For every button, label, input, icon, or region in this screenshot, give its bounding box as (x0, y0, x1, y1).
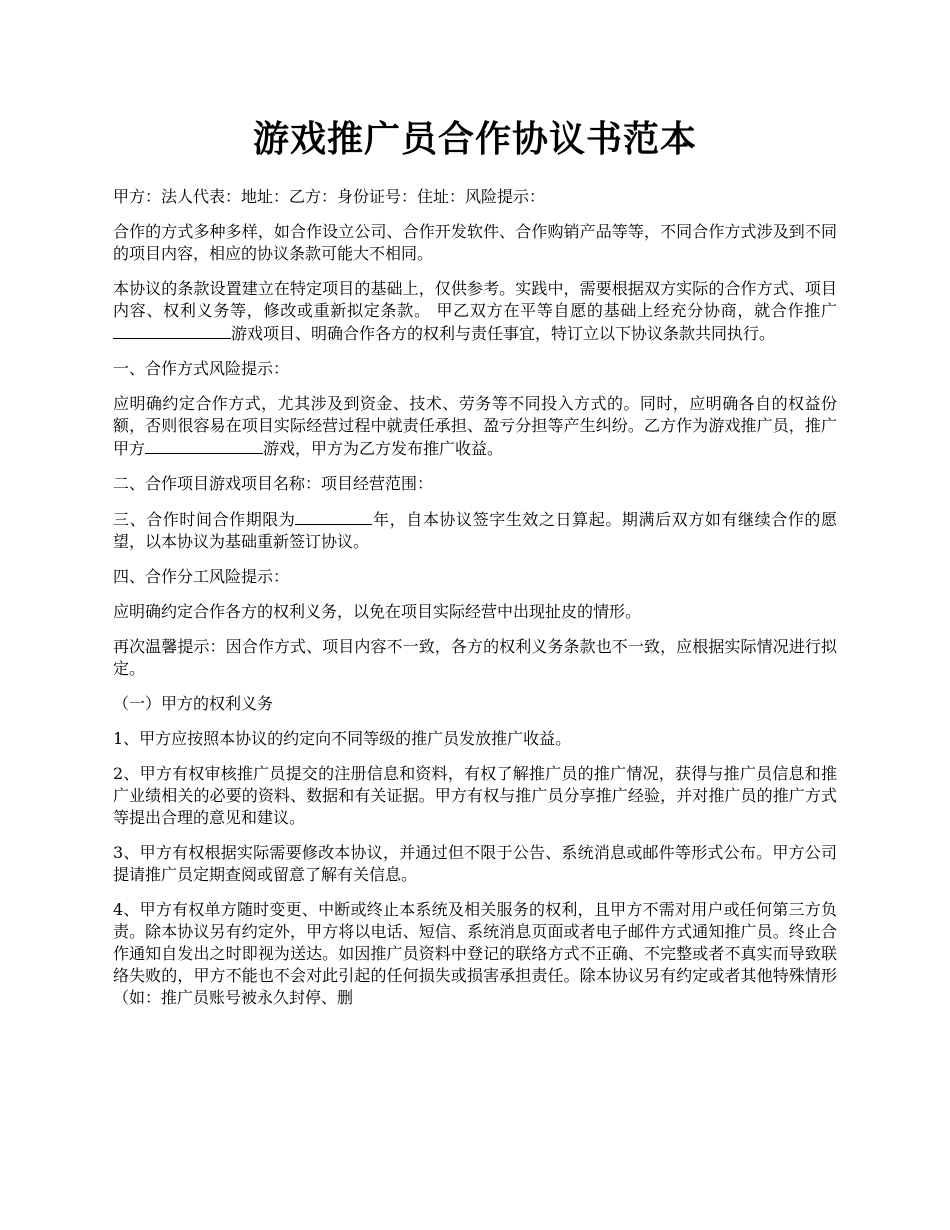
clause-paragraph: 2、甲方有权审核推广员提交的注册信息和资料，有权了解推广员的推广情况，获得与推广员信息和推广业绩相关的必要的资料、数据和有关证据。甲方有权与推广员分享推广经验，并对推广员的推广方式等提出合理的意见和建议。 (113, 764, 837, 827)
clause-paragraph: 1、甲方应按照本协议的约定向不同等级的推广员发放推广收益。 (113, 729, 572, 748)
clause-paragraph: 3、甲方有权根据实际需要修改本协议，并通过但不限于公告、系统消息或邮件等形式公布。甲方公司提请推广员定期查阅或留意了解有关信息。 (113, 843, 837, 884)
body-paragraph: 应明确约定合作各方的权利义务，以免在项目实际经营中出现扯皮的情形。 (113, 602, 642, 621)
body-paragraph: 应明确约定合作方式，尤其涉及到资金、技术、劳务等不同投入方式的。同时，应明确各自的权益份额，否则很容易在项目实际经营过程中就责任承担、盈亏分担等产生纠纷。乙方作为游戏推广员，推广甲方 游戏，甲方为乙方发布推广收益。 (113, 394, 837, 458)
document-body (113, 186, 837, 1009)
body-paragraph: 合作的方式多种多样，如合作设立公司、合作开发软件、合作购销产品等等，不同合作方式涉及到不同的项目内容，相应的协议条款可能大不相同。 (113, 222, 837, 263)
document-title: 游戏推广员合作协议书范本 (252, 118, 697, 160)
body-paragraph: 再次温馨提示：因合作方式、项目内容不一致，各方的权利义务条款也不一致，应根据实际情况进行拟定。 (113, 637, 837, 678)
section-heading: 四、合作分工风险提示： (113, 567, 290, 586)
subsection-heading: （一）甲方的权利义务 (113, 694, 274, 713)
clause-paragraph: 4、甲方有权单方随时变更、中断或终止本系统及相关服务的权利，且甲方不需对用户或任何第三方负责。除本协议另有约定外，甲方将以电话、短信、系统消息页面或者电子邮件方式通知推广员。终止合作通知自发出之时即视为送达。如因推广员资料中登记的联络方式不正确、不完整或者不真实而导致联络失败的，甲方不能也不会对此引起的任何损失或损害承担责任。除本协议另有约定或者其他特殊情形（如：推广员账号被永久封停、删 (113, 900, 837, 1007)
body-paragraph: 本协议的条款设置建立在特定项目的基础上，仅供参考。实践中，需要根据双方实际的合作方式、项目内容、权利义务等，修改或重新拟定条款。 甲乙双方在平等自愿的基础上经充分协商，就合作推广游戏项目、明确合作各方的权利与责任事宜，特订立以下协议条款共同执行。 (113, 279, 837, 343)
project-name-blank (113, 322, 231, 339)
section-heading: 二、合作项目游戏项目名称：项目经营范围： (113, 474, 434, 493)
section-paragraph: 三、合作时间合作期限为 年，自本协议签字生效之日算起。期满后双方如有继续合作的愿望，以本协议为基础重新签订协议。 (113, 510, 837, 551)
term-years-blank (295, 508, 372, 525)
game-name-blank (145, 437, 263, 454)
party-info-paragraph: 甲方：法人代表：地址：乙方：身份证号：住址：风险提示： (113, 187, 546, 206)
section-heading: 一、合作方式风险提示： (113, 359, 290, 378)
